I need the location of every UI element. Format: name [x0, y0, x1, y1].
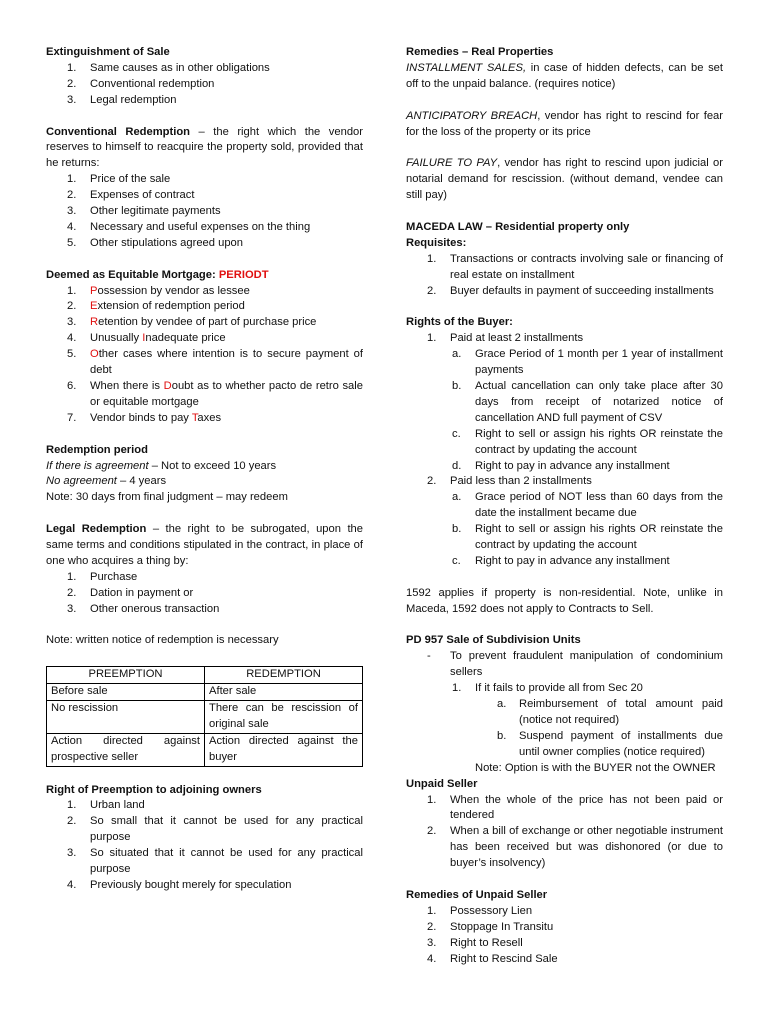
- remedies-paragraph: ANTICIPATORY BREACH, vendor has right to rescind for fear for the loss of the property or its price: [406, 109, 723, 138]
- list-item: 2. Dation in payment or: [67, 586, 194, 599]
- redemption-period-line: No agreement – 4 years: [46, 475, 167, 488]
- list-item: c. Right to sell or assign his rights OR reinstate the contract by updating the account: [452, 427, 723, 456]
- list-item: b. Right to sell or assign his rights OR reinstate the contract by updating the account: [452, 523, 723, 552]
- list-item: 1. If it fails to provide all from Sec 20: [452, 682, 643, 695]
- legal-redemption-note: Note: written notice of redemption is necessary: [46, 634, 279, 647]
- equitable-mortgage-heading: Deemed as Equitable Mortgage: PERIODT: [46, 268, 269, 281]
- unpaid-seller-heading: Unpaid Seller: [406, 777, 478, 790]
- list-item: 1. Same causes as in other obligations: [67, 61, 270, 74]
- list-item: 4. Previously bought merely for speculation: [67, 879, 292, 892]
- article-1592-note: 1592 applies if property is non-residential. Note, unlike in Maceda, 1592 does not apply to Contracts to Sell.: [406, 586, 723, 615]
- list-item: 3. Legal redemption: [67, 93, 177, 106]
- list-item: d. Right to pay in advance any installment: [452, 459, 670, 472]
- list-item: 1. Paid at least 2 installments: [427, 332, 584, 345]
- list-item: 5. Other cases where intention is to secure payment of debt: [67, 348, 363, 377]
- list-item: 3. So situated that it cannot be used for any practical purpose: [67, 847, 363, 876]
- list-item: 4. Right to Rescind Sale: [427, 952, 558, 965]
- table-row: [47, 701, 363, 734]
- list-item: 2. So small that it cannot be used for any practical purpose: [67, 815, 363, 844]
- list-item: 1. Possessory Lien: [427, 904, 533, 917]
- list-item: 3. Other onerous transaction: [67, 602, 220, 615]
- legal-redemption-definition: Legal Redemption – the right to be subrogated, upon the same terms and conditions stipulated in the contract, in place of one who acquires a thing by:: [46, 523, 363, 567]
- table-cell: Action directed against prospective seller: [47, 733, 205, 766]
- buyer-rights-heading: Rights of the Buyer:: [406, 316, 513, 329]
- maceda-list: [406, 252, 723, 300]
- requisites-heading: Requisites:: [406, 236, 467, 249]
- list-item: a. Grace Period of 1 month per 1 year of installment payments: [452, 348, 723, 377]
- list-item: b. Actual cancellation can only take place after 30 days from receipt of notarized notice of cancellation AND full payment of CSV: [452, 379, 723, 424]
- list-item: 7. Vendor binds to pay Taxes: [67, 411, 222, 424]
- preemption-vs-redemption-table: [46, 666, 363, 766]
- table-cell: No rescission: [47, 701, 205, 734]
- preemption-heading: Right of Preemption to adjoining owners: [46, 783, 262, 796]
- table-cell: Before sale: [47, 684, 205, 701]
- pd957-heading: PD 957 Sale of Subdivision Units: [406, 634, 581, 647]
- extinguishment-list: [46, 61, 363, 109]
- list-item: 2. Conventional redemption: [67, 77, 215, 90]
- left-column: [46, 45, 363, 894]
- remedies-paragraph: FAILURE TO PAY, vendor has right to rescind upon judicial or notarial demand for rescission. (without demand, vendee can still pay): [406, 157, 723, 202]
- remedies-unpaid-heading: Remedies of Unpaid Seller: [406, 888, 548, 901]
- list-item: 2. Stoppage In Transitu: [427, 920, 554, 933]
- extinguishment-heading: Extinguishment of Sale: [46, 46, 170, 58]
- list-item: 2. Paid less than 2 installments: [427, 475, 592, 488]
- list-item: 1. Possession by vendor as lessee: [67, 284, 250, 297]
- redemption-period-note: Note: 30 days from final judgment – may redeem: [46, 491, 288, 504]
- table-header: PREEMPTION: [47, 667, 205, 684]
- maceda-heading: MACEDA LAW – Residential property only: [406, 220, 630, 233]
- table-row: [47, 733, 363, 766]
- remedies-real-heading: Remedies – Real Properties: [406, 46, 554, 58]
- list-item: 3. Retention by vendee of part of purchase price: [67, 316, 317, 329]
- table-cell: After sale: [205, 684, 363, 701]
- list-item: 4. Necessary and useful expenses on the thing: [67, 220, 311, 233]
- legal-redemption-list: [46, 570, 363, 618]
- list-item: 1. Urban land: [67, 799, 145, 812]
- table-row: [47, 684, 363, 701]
- list-item: 5. Other stipulations agreed upon: [67, 236, 243, 249]
- list-item: 3. Other legitimate payments: [67, 205, 221, 218]
- table-header-row: [47, 667, 363, 684]
- table-header: REDEMPTION: [205, 667, 363, 684]
- list-item: a. Grace period of NOT less than 60 days from the date the installment became due: [452, 491, 723, 520]
- list-item: 1. Price of the sale: [67, 173, 171, 186]
- redemption-period-line: If there is agreement – Not to exceed 10 years: [46, 459, 277, 472]
- list-item: 6. When there is Doubt as to whether pacto de retro sale or equitable mortgage: [67, 380, 363, 408]
- right-column: [406, 45, 723, 967]
- list-item: 1. Transactions or contracts involving sale or financing of real estate on installment: [427, 252, 723, 281]
- list-item: 2. Buyer defaults in payment of succeeding installments: [427, 284, 714, 297]
- table-cell: There can be rescission of original sale: [205, 701, 363, 734]
- equitable-mortgage-list: [46, 284, 363, 427]
- list-item: b. Suspend payment of installments due until owner complies (notice required): [497, 729, 723, 758]
- list-item: - To prevent fraudulent manipulation of condominium sellers: [427, 650, 723, 679]
- table-cell: Action directed against the buyer: [205, 733, 363, 766]
- list-item: 2. Expenses of contract: [67, 189, 195, 202]
- list-item: a. Reimbursement of total amount paid (notice not required): [497, 698, 723, 726]
- list-item: 4. Unusually Inadequate price: [67, 332, 226, 345]
- list-item: 3. Right to Resell: [427, 936, 523, 949]
- preemption-list: [46, 798, 363, 893]
- redemption-period-heading: Redemption period: [46, 443, 148, 456]
- conventional-redemption-definition: Conventional Redemption – the right which the vendor reserves to himself to reacquire the property sold, provided that he returns:: [46, 125, 363, 170]
- list-item: c. Right to pay in advance any installment: [452, 554, 670, 567]
- conventional-list: [46, 172, 363, 252]
- list-item: 1. Purchase: [67, 570, 138, 583]
- list-item: 1. When the whole of the price has not been paid or tendered: [427, 793, 723, 822]
- remedies-paragraph: INSTALLMENT SALES, in case of hidden defects, can be set off to the unpaid balance. (requires notice): [406, 61, 724, 90]
- pd957-note: Note: Option is with the BUYER not the OWNER: [475, 761, 716, 774]
- list-item: 2. When a bill of exchange or other negotiable instrument has been received but was dishonored (or due to buyer’s insolvency): [427, 825, 723, 870]
- list-item: 2. Extension of redemption period: [67, 300, 245, 313]
